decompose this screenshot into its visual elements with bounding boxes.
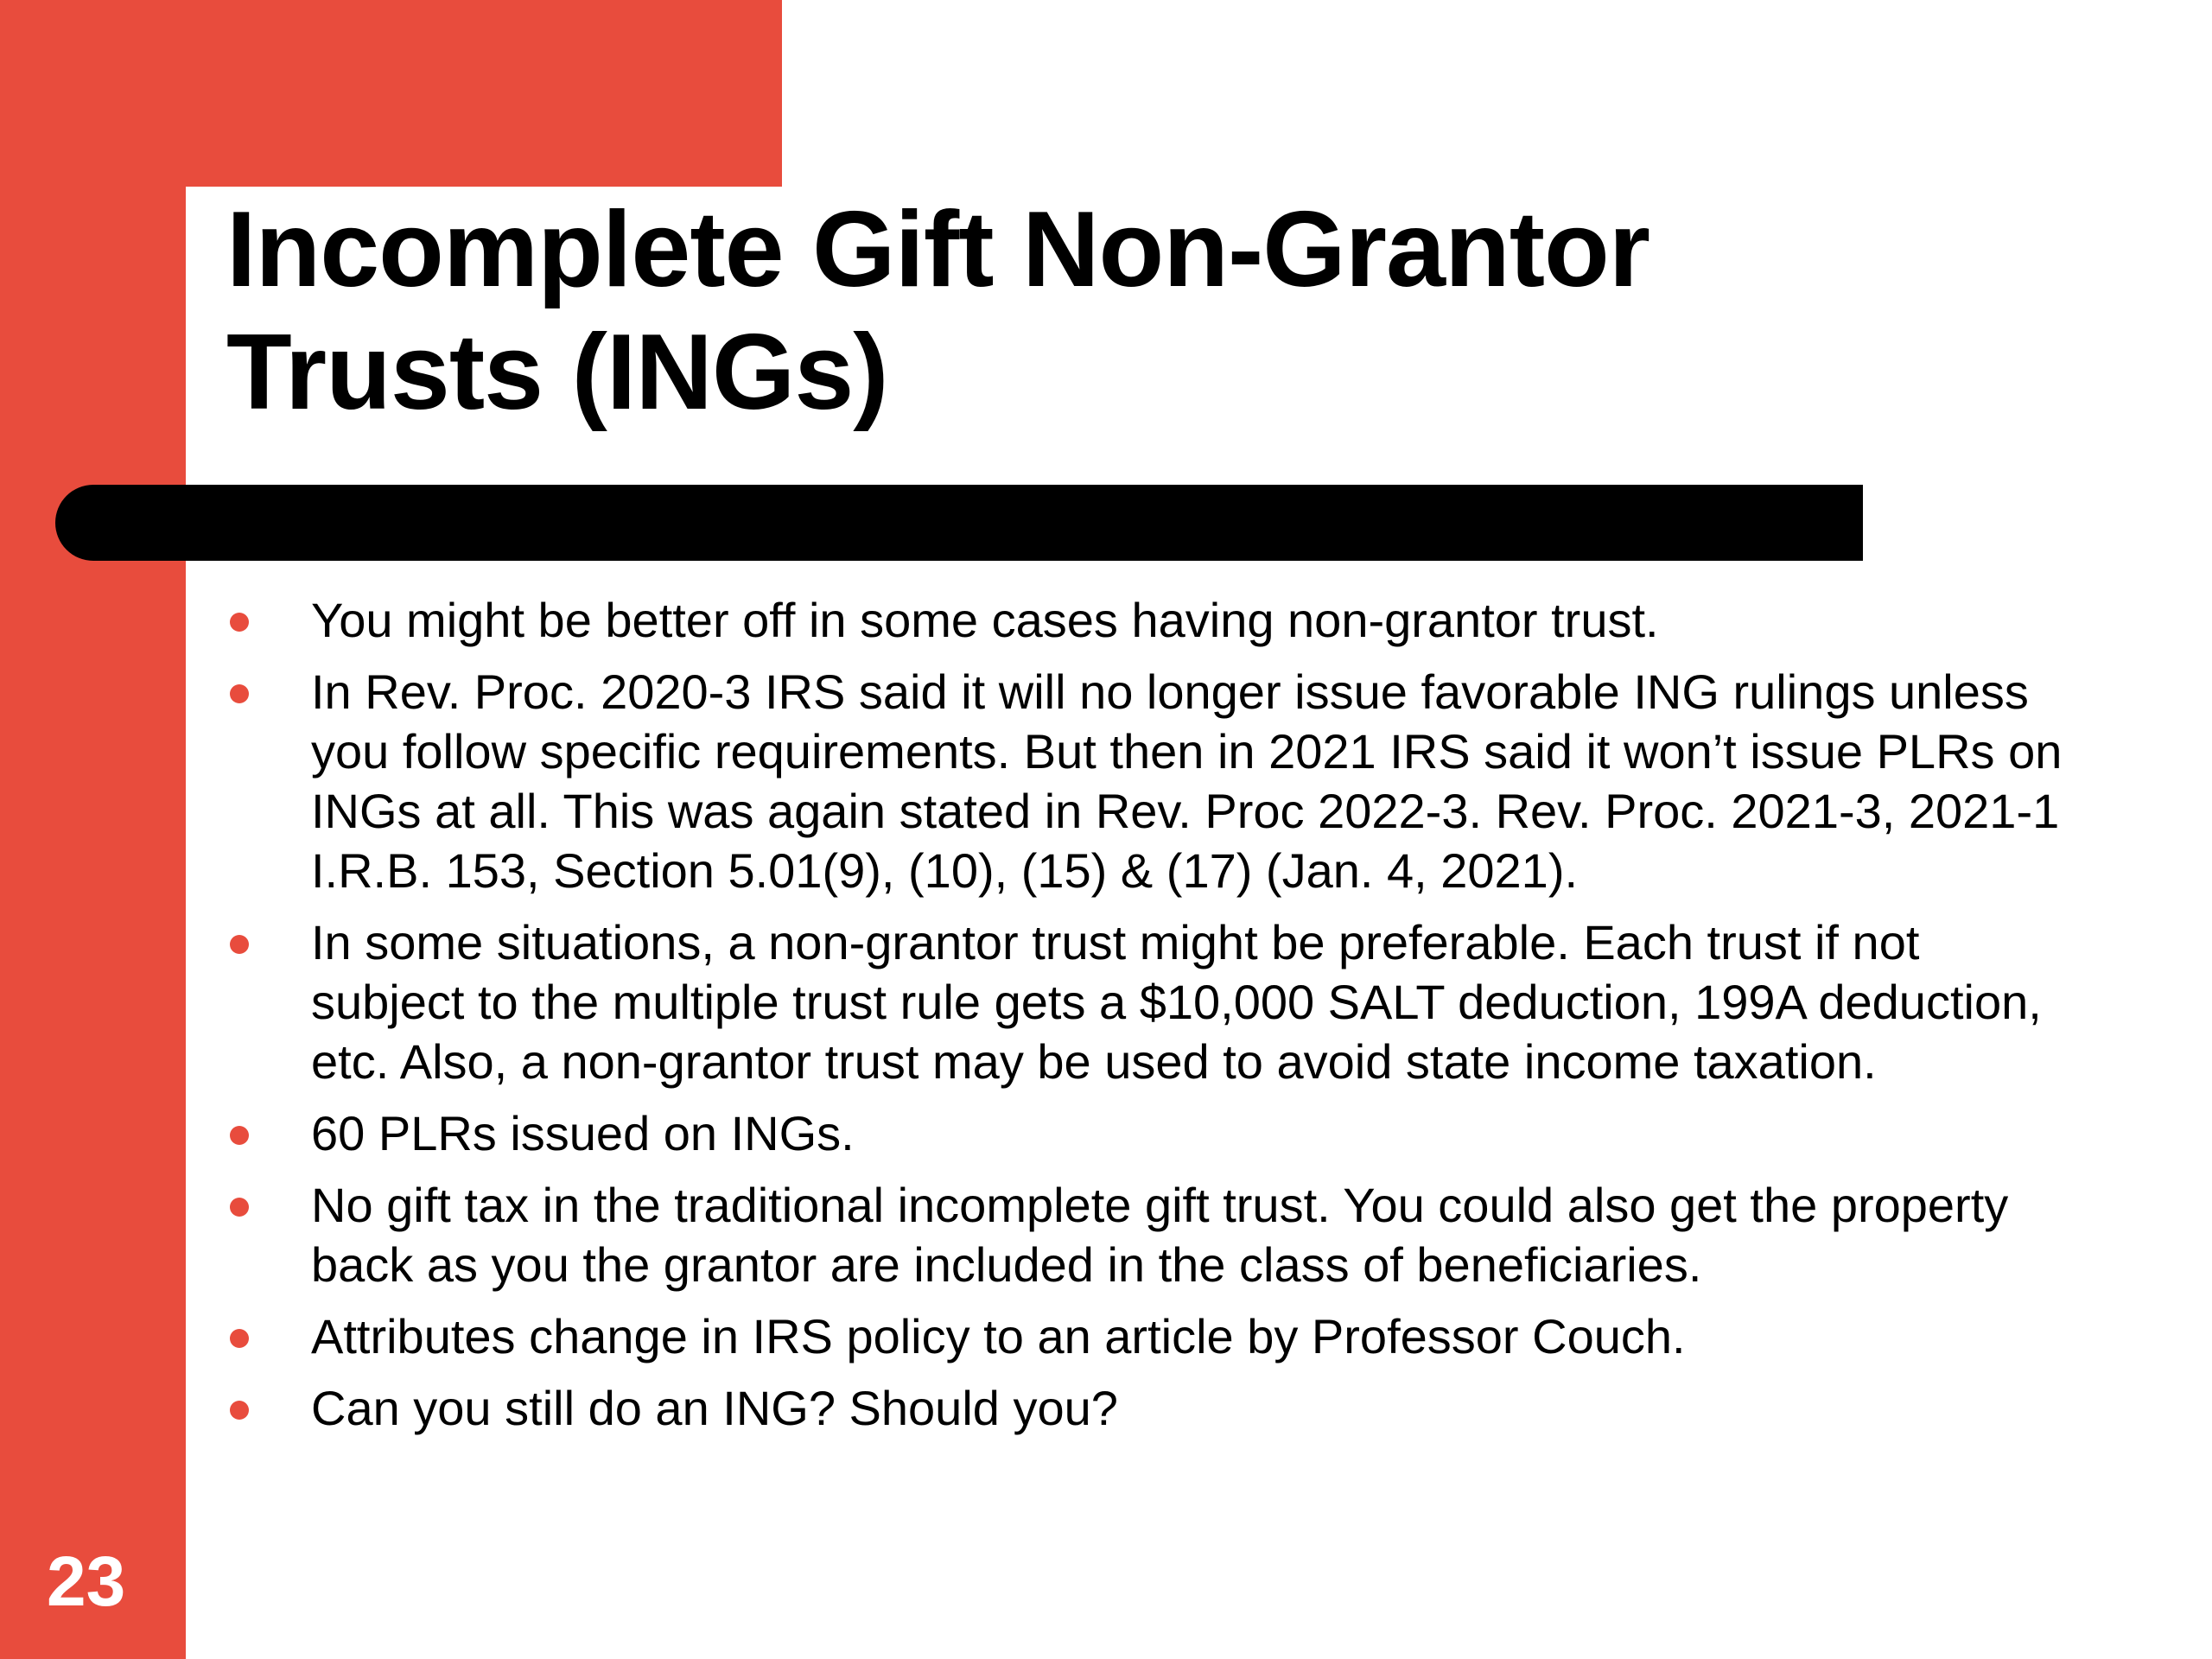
title-divider-bar [55, 485, 1863, 561]
accent-side-band [0, 0, 186, 1659]
bullet-item [225, 590, 2074, 650]
bullet-item [225, 1175, 2074, 1294]
bullet-item [225, 1103, 2074, 1163]
slide-title [226, 188, 2041, 434]
slide-title-line-2: Trusts (INGs) [226, 313, 888, 432]
bullet-item [225, 662, 2074, 900]
slide-title-line-1: Incomplete Gift Non-Grantor [226, 190, 1649, 309]
bullet-item [225, 912, 2074, 1091]
bullet-dot-icon [230, 684, 249, 703]
bullet-dot-icon [230, 1126, 249, 1145]
bullet-dot-icon [230, 613, 249, 632]
accent-top-block [0, 0, 782, 187]
bullet-text: Attributes change in IRS policy to an article by Professor Couch. [311, 1309, 1686, 1363]
bullet-dot-icon [230, 935, 249, 954]
bullet-list [225, 590, 2074, 1450]
bullet-text: You might be better off in some cases having non-grantor trust. [311, 593, 1659, 647]
bullet-item [225, 1306, 2074, 1366]
bullet-dot-icon [230, 1329, 249, 1348]
bullet-dot-icon [230, 1401, 249, 1420]
bullet-dot-icon [230, 1198, 249, 1217]
bullet-text: In Rev. Proc. 2020-3 IRS said it will no longer issue favorable ING rulings unless you follow specific requirements. But then in 2021 IRS said it won’t issue PLRs on INGs at all. This was again stated in Rev. Proc 2022-3. Rev. Proc. 2021-3, 2021-1 I.R.B. 153, Section 5.01(9), (10), (15) & (17) (Jan. 4, 2021). [311, 664, 2063, 898]
bullet-item [225, 1378, 2074, 1438]
bullet-text: 60 PLRs issued on INGs. [311, 1106, 855, 1160]
slide-page-number: 23 [47, 1542, 126, 1621]
bullet-text: In some situations, a non-grantor trust might be preferable. Each trust if not subject to the multiple trust rule gets a $10,000 SALT deduction, 199A deduction, etc. Also, a non-grantor trust may be used to avoid state income taxation. [311, 915, 2042, 1089]
bullet-text: No gift tax in the traditional incomplete gift trust. You could also get the property back as you the grantor are included in the class of beneficiaries. [311, 1178, 2009, 1292]
bullet-text: Can you still do an ING? Should you? [311, 1381, 1118, 1435]
